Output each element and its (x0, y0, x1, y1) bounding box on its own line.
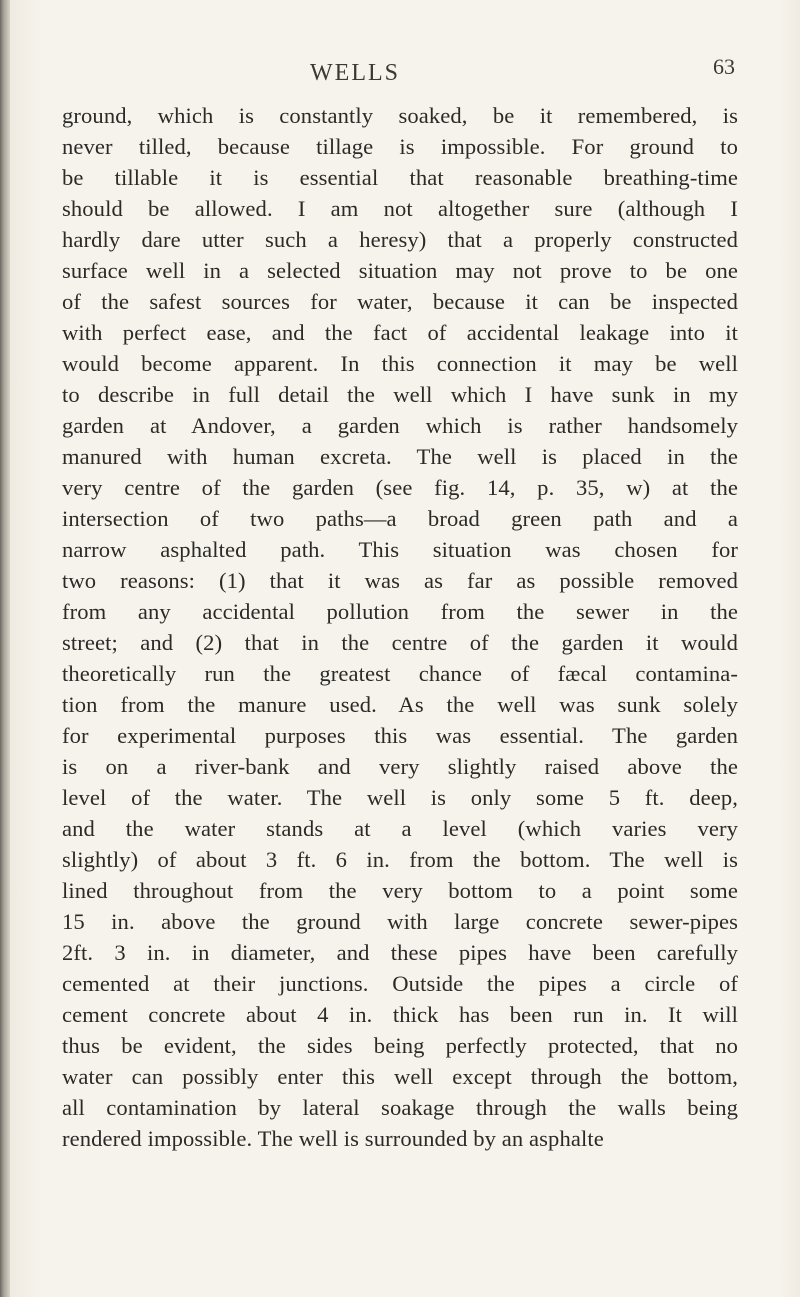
text-line: 2ft. 3 in. in diameter, and these pipes have been carefully (62, 940, 738, 965)
running-head (55, 54, 735, 94)
text-line: surface well in a selected situation may not prove to be one (62, 258, 738, 283)
running-title: WELLS (310, 60, 400, 86)
page-binding-edge (0, 0, 10, 1297)
text-line: from any accidental pollution from the sewer in the (62, 599, 738, 624)
text-line: should be allowed. I am not altogether sure (although I (62, 196, 738, 221)
text-line: intersection of two paths—a broad green path and a (62, 506, 738, 531)
text-line: be tillable it is essential that reasonable breathing-time (62, 165, 738, 190)
text-line: manured with human excreta. The well is placed in the (62, 444, 738, 469)
text-line: cemented at their junctions. Outside the pipes a circle of (62, 971, 738, 996)
text-line: garden at Andover, a garden which is rather handsomely (62, 413, 738, 438)
text-line: is on a river-bank and very slightly raised above the (62, 754, 738, 779)
text-line: thus be evident, the sides being perfectly protected, that no (62, 1033, 738, 1058)
text-line: of the safest sources for water, because it can be inspected (62, 289, 738, 314)
text-line: all contamination by lateral soakage through the walls being (62, 1095, 738, 1120)
text-line: cement concrete about 4 in. thick has been run in. It will (62, 1002, 738, 1027)
text-line: two reasons: (1) that it was as far as possible removed (62, 568, 738, 593)
page-number: 63 (713, 54, 735, 79)
text-line: would become apparent. In this connection it may be well (62, 351, 738, 376)
text-line: tion from the manure used. As the well was sunk solely (62, 692, 738, 717)
text-line: hardly dare utter such a heresy) that a properly constructed (62, 227, 738, 252)
text-line: level of the water. The well is only some 5 ft. deep, (62, 785, 738, 810)
text-line: to describe in full detail the well which I have sunk in my (62, 382, 738, 407)
text-line: ground, which is constantly soaked, be it remembered, is (62, 103, 738, 128)
text-line: never tilled, because tillage is impossible. For ground to (62, 134, 738, 159)
text-line: theoretically run the greatest chance of fæcal contamina- (62, 661, 738, 686)
text-line: 15 in. above the ground with large concrete sewer-pipes (62, 909, 738, 934)
text-line: water can possibly enter this well except through the bottom, (62, 1064, 738, 1089)
text-line: street; and (2) that in the centre of the garden it would (62, 630, 738, 655)
body-paragraph (62, 100, 738, 1154)
text-line: with perfect ease, and the fact of accidental leakage into it (62, 320, 738, 345)
text-line: very centre of the garden (see fig. 14, p. 35, w) at the (62, 475, 738, 500)
text-line: slightly) of about 3 ft. 6 in. from the bottom. The well is (62, 847, 738, 872)
text-line: and the water stands at a level (which varies very (62, 816, 738, 841)
text-line: narrow asphalted path. This situation was chosen for (62, 537, 738, 562)
text-line: for experimental purposes this was essential. The garden (62, 723, 738, 748)
text-line: lined throughout from the very bottom to a point some (62, 878, 738, 903)
text-line: rendered impossible. The well is surrounded by an asphalte (62, 1126, 604, 1151)
